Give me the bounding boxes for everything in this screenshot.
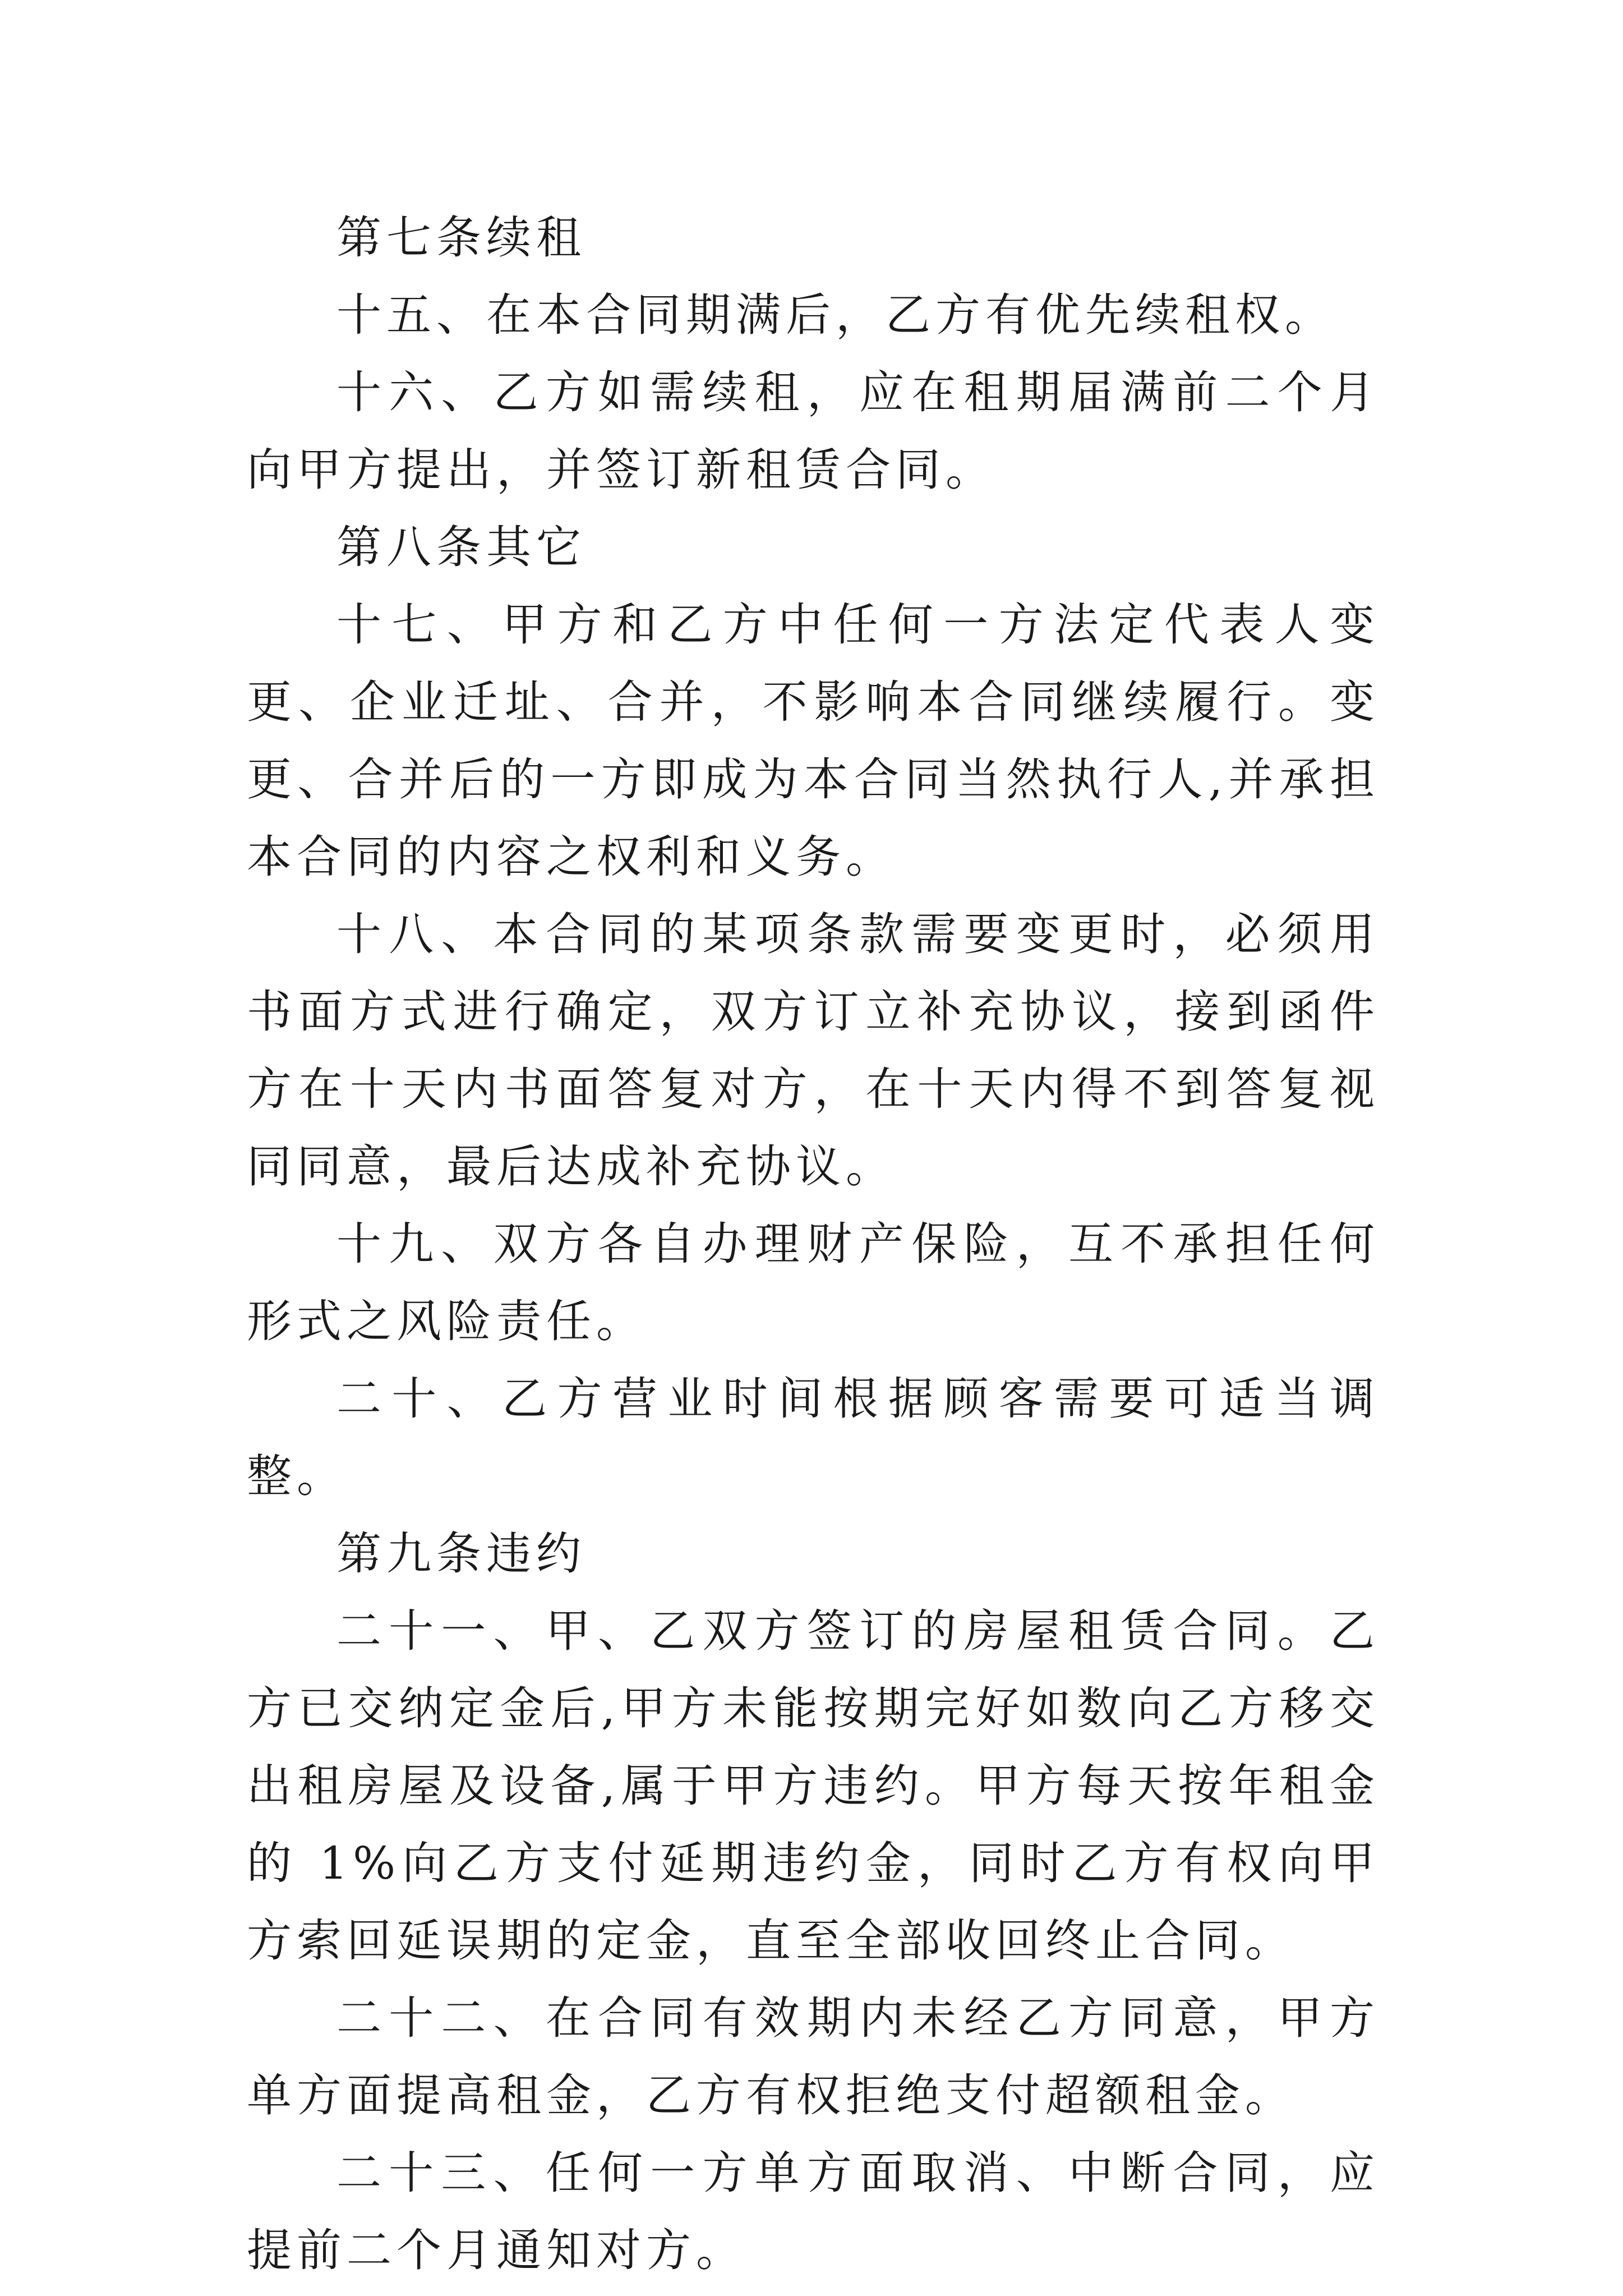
- document-body: [247, 199, 1380, 2289]
- clause-22: 二十二、在合同有效期内未经乙方同意，甲方单方面提高租金，乙方有权拒绝支付超额租金。: [247, 1992, 1380, 2122]
- section-heading-other: 第八条其它: [336, 521, 586, 573]
- section-heading-breach: 第九条违约: [336, 1527, 586, 1580]
- clause-20: 二十、乙方营业时间根据顾客需要可适当调整。: [247, 1373, 1380, 1502]
- clause-23: 二十三、任何一方单方面取消、中断合同，应提前二个月通知对方。: [247, 2147, 1380, 2276]
- clause-19: 十九、双方各自办理财产保险，互不承担任何形式之风险责任。: [247, 1218, 1380, 1347]
- section-heading-renewal: 第七条续租: [336, 211, 586, 264]
- clause-17: 十七、甲方和乙方中任何一方法定代表人变更、企业迁址、合并，不影响本合同继续履行。变更、合并后的一方即成为本合同当然执行人,并承担本合同的内容之权利和义务。: [247, 599, 1380, 883]
- clause-15: 十五、在本合同期满后，乙方有优先续租权。: [336, 289, 1335, 341]
- clause-21: 二十一、甲、乙双方签订的房屋租赁合同。乙方已交纳定金后,甲方未能按期完好如数向乙方移交出租房屋及设备,属于甲方违约。甲方每天按年租金的 1%向乙方支付延期违约金，同时乙方有权向甲方索回延误期的定金，直至全部收回终止合同。: [247, 1605, 1380, 1967]
- clause-18: 十八、本合同的某项条款需要变更时，必须用书面方式进行确定，双方订立补充协议，接到函件方在十天内书面答复对方，在十天内得不到答复视同同意，最后达成补充协议。: [247, 908, 1380, 1193]
- clause-16: 十六、乙方如需续租，应在租期届满前二个月向甲方提出，并签订新租赁合同。: [247, 366, 1380, 496]
